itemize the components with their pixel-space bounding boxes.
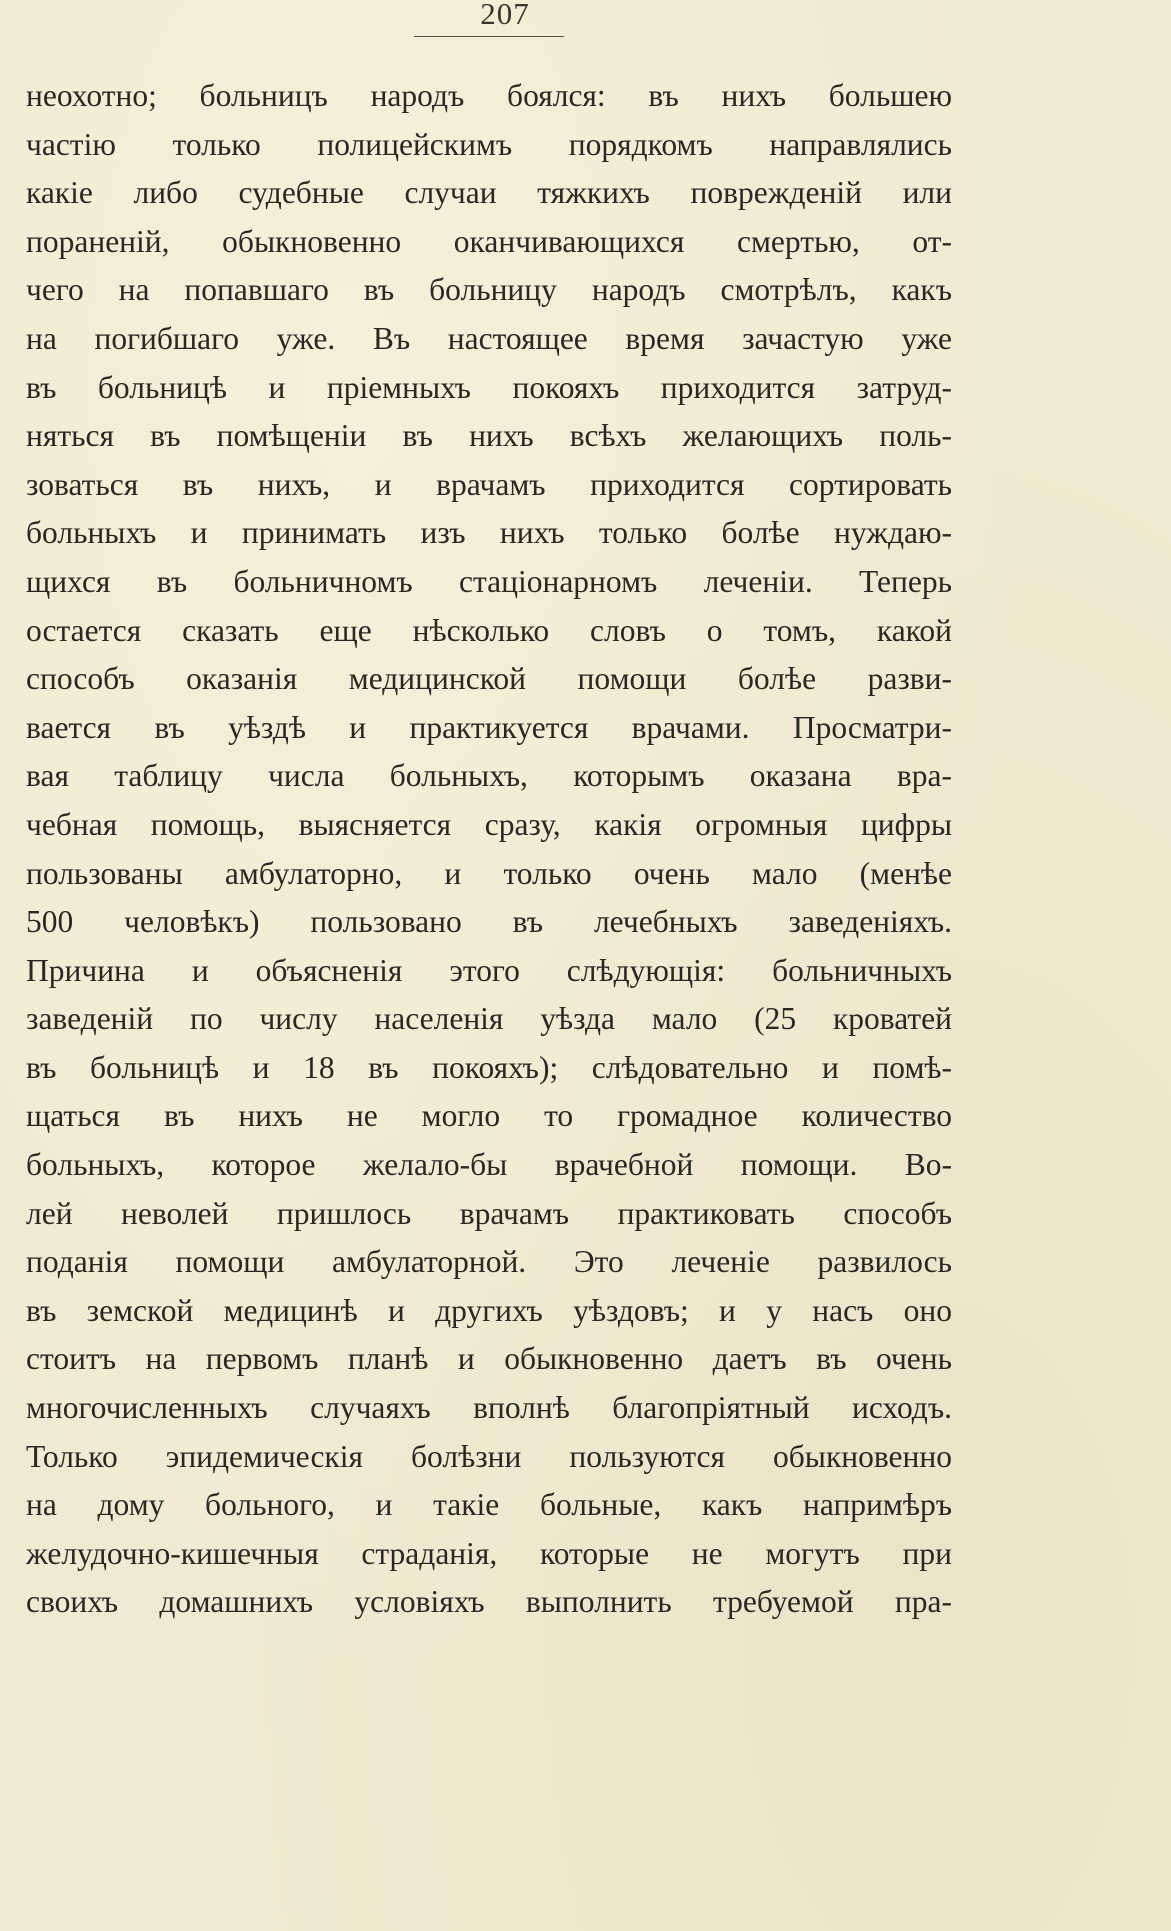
text-line: въ больницѣ и пріемныхъ покояхъ приходится затруд- [26,369,952,405]
text-line: стоитъ на первомъ планѣ и обыкновенно даетъ въ очень [26,1341,952,1377]
text-line: въ земской медицинѣ и другихъ уѣздовъ; и у насъ оно [26,1292,952,1328]
text-line: 500 человѣкъ) пользовано въ лечебныхъ заведеніяхъ. [26,904,952,940]
text-line: щихся въ больничномъ стаціонарномъ леченіи. Теперь [26,563,952,599]
text-line: вается въ уѣздѣ и практикуется врачами. Просматри- [26,709,952,745]
text-line: щаться въ нихъ не могло то громадное количество [26,1098,952,1134]
text-line: желудочно-кишечныя страданія, которые не могутъ при [26,1535,952,1571]
text-line: способъ оказанія медицинской помощи болѣе разви- [26,661,952,697]
text-line: Причина и объясненія этого слѣдующія: больничныхъ [26,952,952,988]
text-line: на дому больного, и такіе больные, какъ напримѣръ [26,1487,952,1523]
text-line: лей неволей пришлось врачамъ практиковать способъ [26,1195,952,1231]
text-line: чебная помощь, выясняется сразу, какія огромныя цифры [26,806,952,842]
text-line: заведеній по числу населенія уѣзда мало (25 кроватей [26,1001,952,1037]
text-line: больныхъ и принимать изъ нихъ только болѣе нуждаю- [26,515,952,551]
body-text [26,72,952,1627]
text-line: своихъ домашнихъ условіяхъ выполнить требуемой пра- [26,1584,952,1620]
text-line: какіе либо судебные случаи тяжкихъ поврежденій или [26,175,952,211]
text-line: больныхъ, которое желало-бы врачебной помощи. Во- [26,1147,952,1183]
header-rule [414,36,564,37]
text-line: поданія помощи амбулаторной. Это леченіе развилось [26,1244,952,1280]
text-line: многочисленныхъ случаяхъ вполнѣ благопріятный исходъ. [26,1390,952,1426]
text-line: пользованы амбулаторно, и только очень мало (менѣе [26,855,952,891]
text-line: вая таблицу числа больныхъ, которымъ оказана вра- [26,758,952,794]
text-line: зоваться въ нихъ, и врачамъ приходится сортировать [26,466,952,502]
text-line: въ больницѣ и 18 въ покояхъ); слѣдовательно и помѣ- [26,1049,952,1085]
text-line: няться въ помѣщеніи въ нихъ всѣхъ желающихъ поль- [26,418,952,454]
text-line: частію только полицейскимъ порядкомъ направлялись [26,126,952,162]
text-line: неохотно; больницъ народъ боялся: въ нихъ большею [26,78,952,113]
text-line: на погибшаго уже. Въ настоящее время зачастую уже [26,320,952,356]
text-line: пораненій, обыкновенно оканчивающихся смертью, от- [26,223,952,259]
text-line: чего на попавшаго въ больницу народъ смотрѣлъ, какъ [26,272,952,308]
page-number: 207 [480,0,530,31]
text-line: остается сказать еще нѣсколько словъ о томъ, какой [26,612,952,648]
text-line: Только эпидемическія болѣзни пользуются обыкновенно [26,1438,952,1474]
